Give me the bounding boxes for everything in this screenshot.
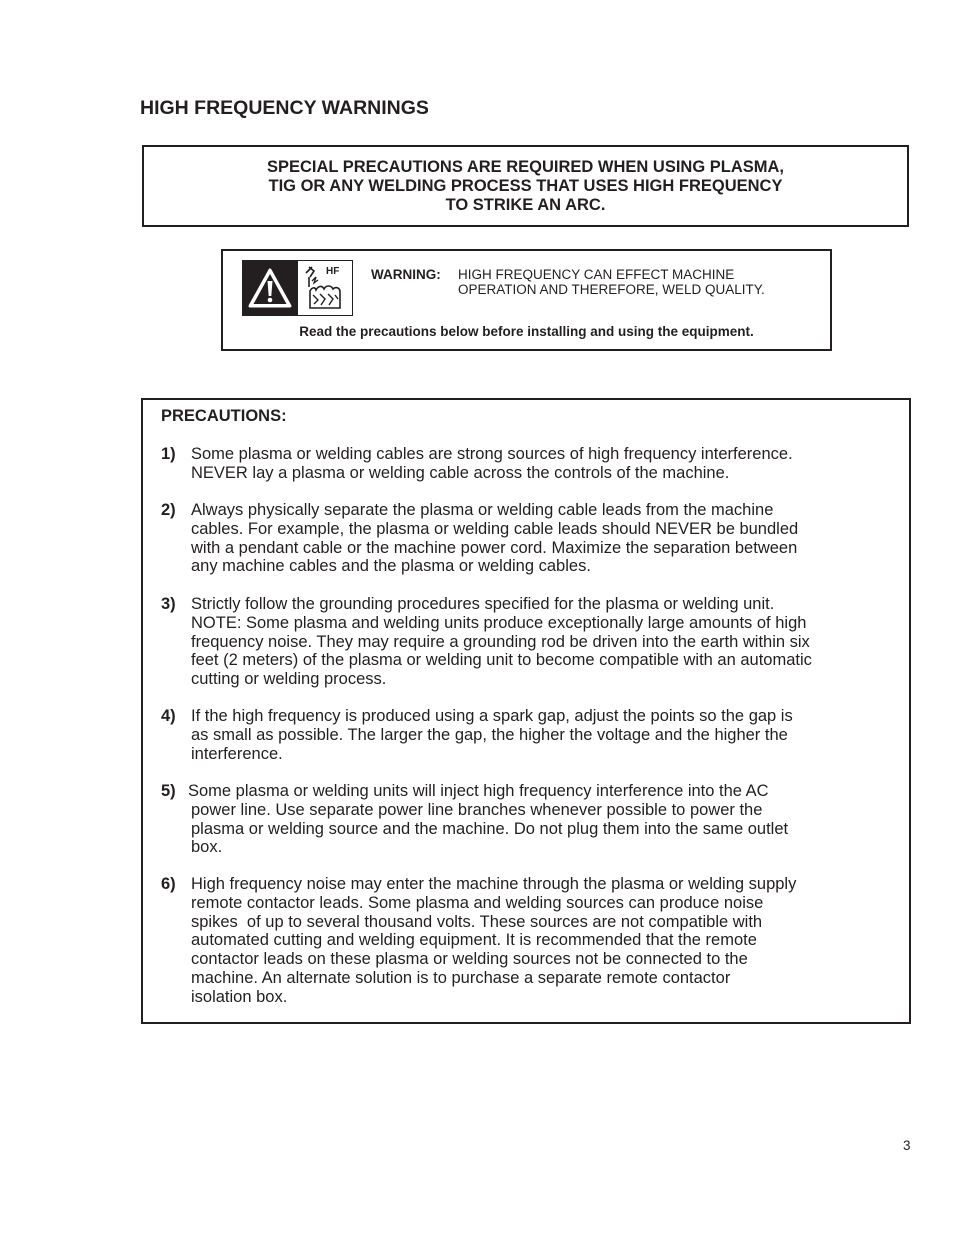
item-line: box.	[191, 838, 223, 857]
item-line: spikes of up to several thousand volts. These sources are not compatible with	[191, 912, 763, 931]
item-number: 2)	[161, 501, 176, 519]
item-body	[191, 707, 901, 763]
item-line: NEVER lay a plasma or welding cable across the controls of the machine.	[191, 463, 730, 482]
warning-label: WARNING:	[371, 267, 441, 282]
warning-triangle-icon	[242, 260, 297, 316]
item-number: 4)	[161, 707, 176, 725]
warning-icons	[242, 260, 353, 316]
item-line: Always physically separate the plasma or welding cable leads from the machine	[191, 501, 774, 519]
precaution-item-2	[161, 501, 901, 576]
item-line: machine. An alternate solution is to purchase a separate remote contactor	[191, 968, 731, 987]
item-line: with a pendant cable or the machine power cord. Maximize the separation between	[191, 538, 798, 557]
item-line: contactor leads on these plasma or welding sources not be connected to the	[191, 950, 748, 969]
item-number: 6)	[161, 875, 176, 893]
special-precautions-box	[142, 145, 909, 227]
item-line: feet (2 meters) of the plasma or welding unit to become compatible with an automatic	[191, 651, 812, 670]
special-line-1: SPECIAL PRECAUTIONS ARE REQUIRED WHEN USING PLASMA,	[266, 157, 785, 176]
item-line: Some plasma or welding cables are strong sources of high frequency interference.	[191, 445, 793, 463]
precautions-box	[141, 398, 911, 1024]
item-line: If the high frequency is produced using a spark gap, adjust the points so the gap is	[191, 707, 793, 725]
warning-box	[221, 249, 832, 351]
item-body	[191, 445, 901, 483]
item-line: NOTE: Some plasma and welding units produce exceptionally large amounts of high	[191, 613, 807, 632]
warning-line-1: HIGH FREQUENCY CAN EFFECT MACHINE	[458, 267, 735, 282]
page-number: 3	[903, 1138, 911, 1153]
precaution-item-3	[161, 595, 901, 689]
item-line: Some plasma or welding units will inject high frequency interference into the AC	[188, 782, 769, 800]
page-title: HIGH FREQUENCY WARNINGS	[140, 97, 429, 119]
item-line: plasma or welding source and the machine. Do not plug them into the same outlet	[191, 819, 789, 838]
item-line: Strictly follow the grounding procedures specified for the plasma or welding unit.	[191, 595, 775, 613]
warning-text	[458, 267, 828, 297]
high-frequency-icon	[297, 260, 353, 316]
item-line: automated cutting and welding equipment. It is recommended that the remote	[191, 931, 757, 950]
item-line: isolation box.	[191, 987, 288, 1006]
hf-icon-label: HF	[326, 266, 340, 277]
warning-line-2: OPERATION AND THEREFORE, WELD QUALITY.	[458, 282, 765, 297]
item-line: remote contactor leads. Some plasma and welding sources can produce noise	[191, 893, 764, 912]
precaution-item-1	[161, 445, 901, 483]
read-precautions-notice: Read the precautions below before installing and using the equipment.	[299, 324, 754, 339]
item-line: interference.	[191, 744, 283, 763]
precautions-heading: PRECAUTIONS:	[161, 407, 287, 425]
item-number: 5)	[161, 782, 176, 800]
special-line-3: TO STRIKE AN ARC.	[445, 195, 606, 214]
item-line: High frequency noise may enter the machine through the plasma or welding supply	[191, 875, 797, 893]
item-body	[191, 875, 901, 1007]
item-body	[191, 595, 901, 689]
item-number: 1)	[161, 445, 176, 463]
precaution-item-6	[161, 875, 901, 1007]
item-line: cables. For example, the plasma or welding cable leads should NEVER be bundled	[191, 519, 799, 538]
item-line: power line. Use separate power line branches whenever possible to power the	[191, 800, 763, 819]
item-line: as small as possible. The larger the gap, the higher the voltage and the higher the	[191, 725, 788, 744]
precaution-item-5	[161, 782, 901, 857]
special-line-2: TIG OR ANY WELDING PROCESS THAT USES HIGH FREQUENCY	[268, 176, 783, 195]
item-line: any machine cables and the plasma or welding cables.	[191, 557, 591, 576]
item-body	[191, 501, 901, 576]
item-number: 3)	[161, 595, 176, 613]
precaution-item-4	[161, 707, 901, 763]
item-body	[188, 782, 901, 857]
item-line: cutting or welding process.	[191, 670, 387, 689]
item-line: frequency noise. They may require a grounding rod be driven into the earth within six	[191, 632, 810, 651]
